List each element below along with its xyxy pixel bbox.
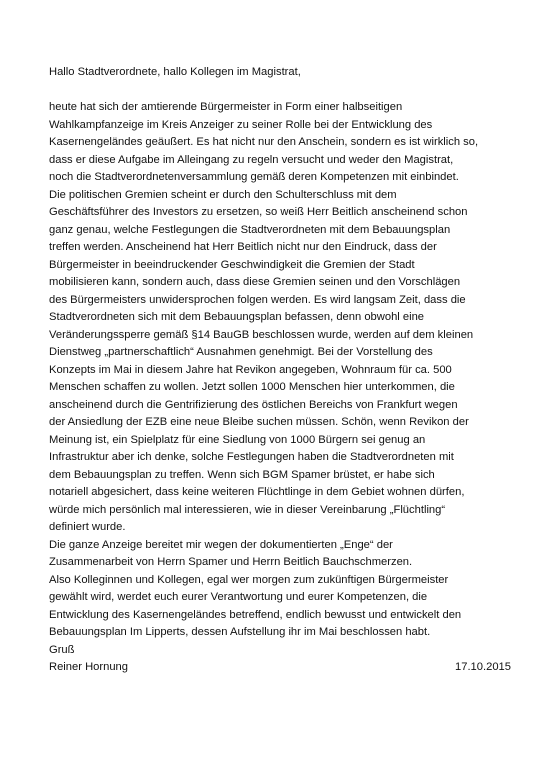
body-line: Bürgermeister in beeindruckender Geschwindigkeit die Gremien der Stadt bbox=[49, 258, 415, 271]
body-line: Veränderungssperre gemäß §14 BauGB beschlossen wurde, werden auf dem kleinen bbox=[49, 328, 474, 341]
body-line: Wahlkampfanzeige im Kreis Anzeiger zu seiner Rolle bei der Entwicklung des bbox=[49, 118, 433, 131]
body-line: dem Bebauungsplan zu treffen. Wenn sich BGM Spamer brüstet, er habe sich bbox=[49, 468, 435, 481]
body-line: Dienstweg „partnerschaftlich“ Ausnahmen genehmigt. Bei der Vorstellung des bbox=[49, 346, 433, 358]
body-line: des Bürgermeisters unwidersprochen folgen werden. Es wird langsam Zeit, dass die bbox=[49, 293, 466, 306]
body-line: Meinung ist, ein Spielplatz für eine Siedlung von 1000 Bürgern sei genug an bbox=[49, 433, 426, 446]
body-line: Kasernengeländes geäußert. Es hat nicht nur den Anschein, sondern es ist wirklich so, bbox=[49, 136, 479, 148]
body-line: Stadtverordneten sich mit dem Bebauungsplan befassen, denn obwohl eine bbox=[49, 311, 425, 323]
body-line: Infrastruktur aber ich denke, solche Festlegungen haben die Stadtverordneten mit bbox=[49, 451, 454, 463]
closing: Gruß bbox=[49, 643, 75, 656]
body-line: dass er diese Aufgabe im Alleingang zu regeln versucht und weder den Magistrat, bbox=[49, 153, 454, 166]
body-line: Zusammenarbeit von Herrn Spamer und Herrn Beitlich Bauchschmerzen. bbox=[49, 556, 413, 568]
salutation: Hallo Stadtverordnete, hallo Kollegen im Magistrat, bbox=[49, 66, 301, 78]
body-line: treffen werden. Anscheinend hat Herr Beitlich nicht nur den Eindruck, dass der bbox=[49, 241, 437, 253]
body-line: Konzepts im Mai in diesem Jahre hat Revikon angegeben, Wohnraum für ca. 500 bbox=[49, 363, 452, 376]
body-line: Die ganze Anzeige bereitet mir wegen der dokumentierten „Enge“ der bbox=[49, 538, 393, 551]
body-line: notariell abgesichert, dass keine weiteren Flüchtlinge in dem Gebiet wohnen dürfen, bbox=[49, 486, 465, 498]
body-line: gewählt wird, werdet euch eurer Verantwortung und eurer Kompetenzen, die bbox=[49, 591, 428, 603]
body-line: definiert wurde. bbox=[49, 521, 126, 533]
paragraph-gap bbox=[49, 82, 519, 100]
letter-date: 17.10.2015 bbox=[455, 661, 511, 673]
signature-row bbox=[49, 659, 511, 677]
letter-text bbox=[49, 64, 519, 677]
letter-body bbox=[49, 99, 519, 642]
body-line: anscheinend durch die Gentrifizierung des östlichen Bereichs von Frankfurt wegen bbox=[49, 398, 458, 411]
body-line: heute hat sich der amtierende Bürgermeister in Form einer halbseitigen bbox=[49, 101, 403, 113]
body-line: Geschäftsführer des Investors zu ersetzen, so weiß Herr Beitlich anscheinend schon bbox=[49, 206, 468, 218]
body-line: mobilisieren kann, sondern auch, dass diese Gremien seinen und den Vorschlägen bbox=[49, 276, 461, 288]
author-name: Reiner Hornung bbox=[49, 661, 128, 673]
body-line: würde mich persönlich mal interessieren, wie in dieser Vereinbarung „Flüchtling“ bbox=[49, 503, 446, 516]
body-line: der Ansiedlung der EZB eine neue Bleibe suchen müssen. Schön, wenn Revikon der bbox=[49, 416, 469, 428]
body-line: Entwicklung des Kasernengeländes betreffend, endlich bewusst und entwickelt den bbox=[49, 608, 462, 621]
body-line: Also Kolleginnen und Kollegen, egal wer morgen zum zukünftigen Bürgermeister bbox=[49, 573, 449, 586]
body-line: ganz genau, welche Festlegungen die Stadtverordneten mit dem Bebauungsplan bbox=[49, 223, 451, 236]
body-line: Menschen schaffen zu wollen. Jetzt sollen 1000 Menschen hier unterkommen, die bbox=[49, 381, 455, 393]
body-line: Die politischen Gremien scheint er durch den Schulterschluss mit dem bbox=[49, 188, 397, 201]
body-line: Bebauungsplan Im Lipperts, dessen Aufstellung ihr im Mai beschlossen habt. bbox=[49, 626, 431, 638]
body-line: noch die Stadtverordnetenversammlung gemäß deren Kompetenzen mit einbindet. bbox=[49, 171, 459, 183]
